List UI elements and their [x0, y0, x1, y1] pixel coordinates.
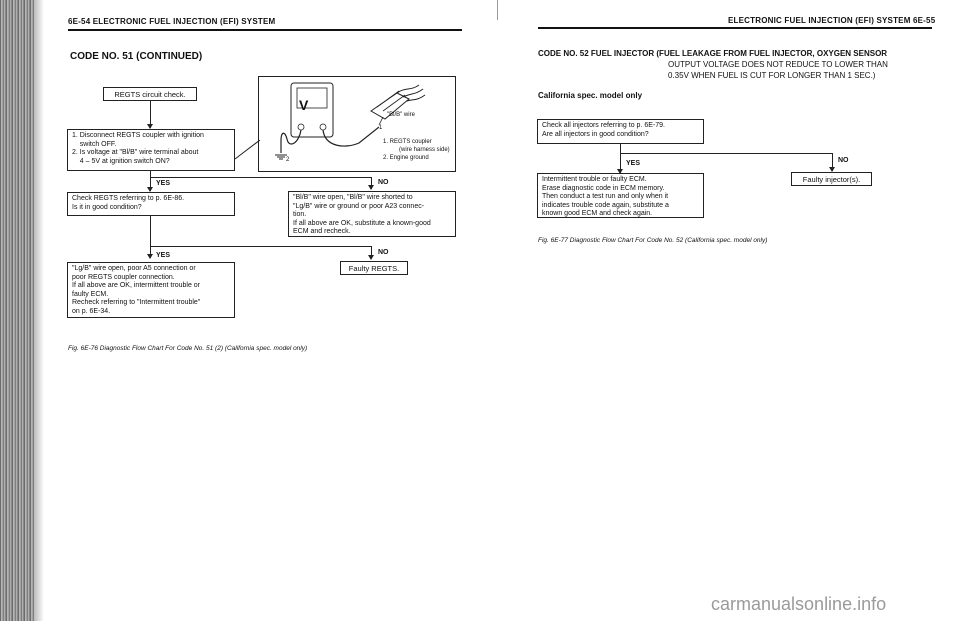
yes-label-right: YES — [626, 160, 641, 167]
lgb-line-6: on p. 6E-34. — [72, 307, 111, 315]
gutter-mark — [497, 0, 498, 20]
right-title-line-1: CODE NO. 52 FUEL INJECTOR (FUEL LEAKAGE FROM FUEL INJECTOR, OXYGEN SENSOR — [538, 49, 888, 58]
intermittent-line-3: Then conduct a test run and only when it — [542, 193, 669, 201]
flow-arrow — [368, 185, 374, 190]
right-figure-caption: Fig. 6E-77 Diagnostic Flow Chart For Code No. 52 (California spec. model only) — [538, 237, 768, 244]
intermittent-line-1: Intermittent trouble or faulty ECM. — [542, 176, 647, 183]
blb-line-1: "Bl/B" wire open, "Bl/B" wire shorted to — [293, 194, 413, 201]
flow-arrow — [147, 254, 153, 259]
check-injectors-line-2: Are all injectors in good condition? — [542, 130, 649, 138]
flow-branch-line — [620, 153, 832, 154]
faulty-injector-text: Faulty injector(s). — [802, 175, 861, 184]
legend-2: 2. Engine ground — [383, 155, 429, 161]
intermittent-line-2: Erase diagnostic code in ECM memory. — [542, 184, 665, 192]
intermittent-line-4: indicates trouble code again, substitute a — [542, 201, 669, 209]
check-regts-box — [67, 192, 235, 216]
flow-branch-line — [150, 246, 371, 247]
page-binding-edge — [0, 0, 34, 621]
right-page-header: ELECTRONIC FUEL INJECTION (EFI) SYSTEM 6E-55 — [728, 16, 936, 25]
wire-label: "Bl/B" wire — [387, 112, 415, 118]
check-injectors-box — [537, 119, 704, 144]
faulty-regts-box — [340, 261, 408, 275]
yes-label-1: YES — [156, 180, 171, 187]
lgb-line-1: "Lg/B" wire open, poor A5 connection or — [72, 265, 196, 272]
check-regts-line-1: Check REGTS referring to p. 6E-86. — [72, 195, 185, 202]
lgb-line-3: If all above are OK, intermittent trouble or — [72, 282, 201, 290]
check-regts-line-2: Is it in good condition? — [72, 203, 142, 211]
right-page-subtitle: California spec. model only — [538, 91, 643, 100]
meter-letter: V — [299, 97, 309, 113]
blb-line-4: If all above are OK, substitute a known-good — [293, 219, 431, 227]
legend-1: 1. REGTS coupler — [383, 139, 432, 145]
lgb-line-5: Recheck referring to "Intermittent trouble" — [72, 299, 201, 307]
disconnect-line-4: 4 – 5V at ignition switch ON? — [72, 157, 170, 165]
callout-2: 2 — [286, 157, 290, 163]
left-header-rule — [68, 29, 462, 31]
right-page-title — [538, 48, 888, 81]
intermittent-trouble-box — [537, 173, 704, 218]
left-page-header: 6E-54 ELECTRONIC FUEL INJECTION (EFI) SYSTEM — [68, 17, 276, 26]
intermittent-line-5: known good ECM and check again. — [542, 210, 653, 218]
disconnect-line-2: switch OFF. — [72, 140, 117, 148]
blb-line-2: "Lg/B" wire or ground or poor A23 connec- — [293, 202, 425, 210]
blb-line-3: tion. — [293, 211, 307, 219]
flow-branch-line — [150, 177, 371, 178]
right-title-line-3: 0.35V WHEN FUEL IS CUT FOR LONGER THAN 1 SEC.) — [668, 71, 876, 80]
disconnect-regts-box — [67, 129, 235, 171]
voltmeter-diagram — [258, 76, 456, 172]
lgb-line-4: faulty ECM. — [72, 290, 109, 298]
disconnect-line-3: 2. Is voltage at "Bl/B" wire terminal about — [72, 149, 199, 157]
lgb-line-2: poor REGTS coupler connection. — [72, 273, 175, 281]
faulty-injector-box — [791, 172, 872, 186]
no-label-1: NO — [378, 179, 389, 186]
blb-wire-open-box — [288, 191, 456, 237]
disconnect-line-1: 1. Disconnect REGTS coupler with ignition — [72, 132, 204, 139]
regts-circuit-check-box — [103, 87, 197, 101]
yes-label-2: YES — [156, 252, 171, 259]
right-header-rule — [538, 27, 932, 29]
faulty-regts-text: Faulty REGTS. — [348, 264, 400, 273]
site-watermark: carmanualsonline.info — [711, 594, 887, 614]
regts-circuit-check-text: REGTS circuit check. — [114, 90, 186, 99]
flow-connector — [150, 216, 151, 258]
lgb-wire-open-box — [67, 262, 235, 318]
legend-1b: (wire harness side) — [399, 147, 450, 153]
blb-line-5: ECM and recheck. — [293, 228, 351, 236]
left-figure-caption: Fig. 6E-76 Diagnostic Flow Chart For Code No. 51 (2) (California spec. model only) — [68, 345, 308, 352]
no-label-2: NO — [378, 249, 389, 256]
callout-1: 1 — [379, 125, 383, 131]
page-binding-shadow — [34, 0, 44, 621]
left-page-title: CODE NO. 51 (CONTINUED) — [70, 51, 203, 62]
no-label-right: NO — [838, 157, 849, 164]
flow-arrow — [368, 255, 374, 260]
check-injectors-line-1: Check all injectors referring to p. 6E-79. — [542, 122, 665, 129]
right-title-line-2: OUTPUT VOLTAGE DOES NOT REDUCE TO LOWER THAN — [668, 60, 888, 69]
